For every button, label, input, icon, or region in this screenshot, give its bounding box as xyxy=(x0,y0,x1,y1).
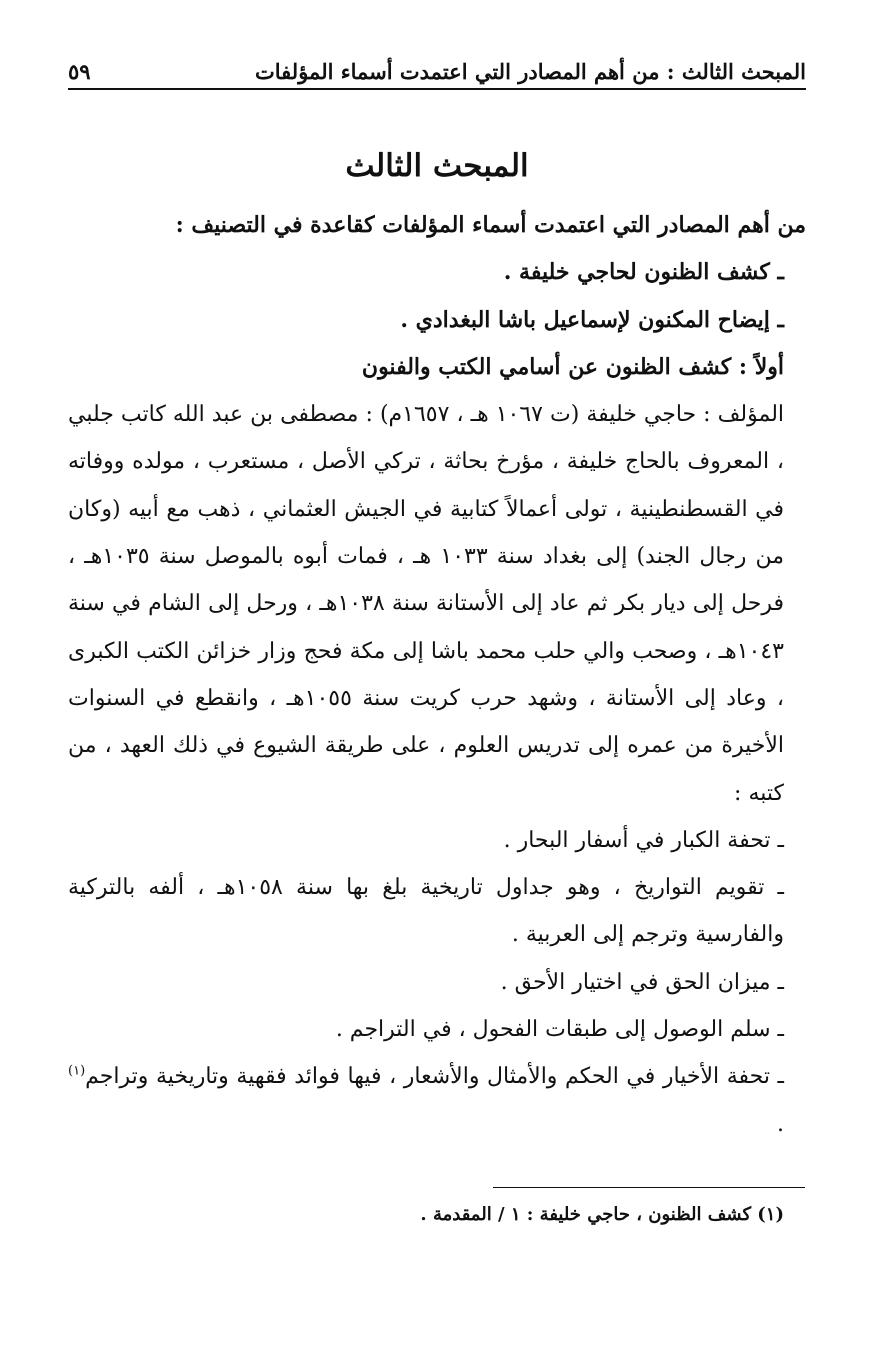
author-paragraph: المؤلف : حاجي خليفة (ت ١٠٦٧ هـ ، ١٦٥٧م) : مصطفى بن عبد الله كاتب جلبي ، المعروف بالحاج خليفة ، مؤرخ بحاثة ، تركي الأصل ، مستعرب ، مولده ووفاته في القسطنطينية ، تولى أعمالاً كتابية في الجيش العثماني ، ذهب مع أبيه (وكان من رجال الجند) إلى بغداد سنة ١٠٣٣ هـ ، فمات أبوه بالموصل سنة ١٠٣٥هـ ، فرحل إلى ديار بكر ثم عاد إلى الأستانة سنة ١٠٣٨هـ ، ورحل إلى الشام في سنة ١٠٤٣هـ ، وصحب والي حلب محمد باشا إلى مكة فحج وزار خزائن الكتب الكبرى ، وعاد إلى الأستانة ، وشهد حرب كريت سنة ١٠٥٥هـ ، وانقطع في السنوات الأخيرة من عمره إلى تدريس العلوم ، على طريقة الشيوع في ذلك العهد ، من كتبه : xyxy=(68,402,785,806)
body-text xyxy=(68,202,806,1148)
book-item-4: ـ سلم الوصول إلى طبقات الفحول ، في التراجم . xyxy=(335,1017,784,1043)
book-item-3: ـ ميزان الحق في اختيار الأحق . xyxy=(500,969,784,995)
section-title: المبحث الثالث xyxy=(345,148,529,184)
book-item-2: ـ تقويم التواريخ ، وهو جداول تاريخية بلغ بها سنة ١٠٥٨هـ ، ألفه بالتركية والفارسية وترجم إلى العربية . xyxy=(68,875,784,948)
source-item-2: ـ إيضاح المكنون لإسماعيل باشا البغدادي . xyxy=(400,306,784,333)
footnote: (١) كشف الظنون ، حاجي خليفة : ١ / المقدمة . xyxy=(420,1204,784,1225)
book-item-1: ـ تحفة الكبار في أسفار البحار . xyxy=(503,827,784,853)
book-item-5-end: . xyxy=(777,1111,784,1137)
footnote-divider xyxy=(493,1187,805,1188)
intro-line: من أهم المصادر التي اعتمدت أسماء المؤلفات كقاعدة في التصنيف : xyxy=(175,212,806,238)
page-number: ٥٩ xyxy=(68,59,91,84)
book-item-5-text: ـ تحفة الأخيار في الحكم والأمثال والأشعار ، فيها فوائد فقهية وتاريخية وتراجم xyxy=(85,1064,784,1090)
book-item-5 xyxy=(68,1053,806,1148)
running-title: المبحث الثالث : من أهم المصادر التي اعتمدت أسماء المؤلفات xyxy=(255,59,806,84)
subsection-heading: أولاً : كشف الظنون عن أسامي الكتب والفنون xyxy=(361,353,784,380)
footnote-reference: (١) xyxy=(68,1064,86,1080)
running-header xyxy=(68,54,806,90)
source-item-1: ـ كشف الظنون لحاجي خليفة . xyxy=(503,259,784,286)
